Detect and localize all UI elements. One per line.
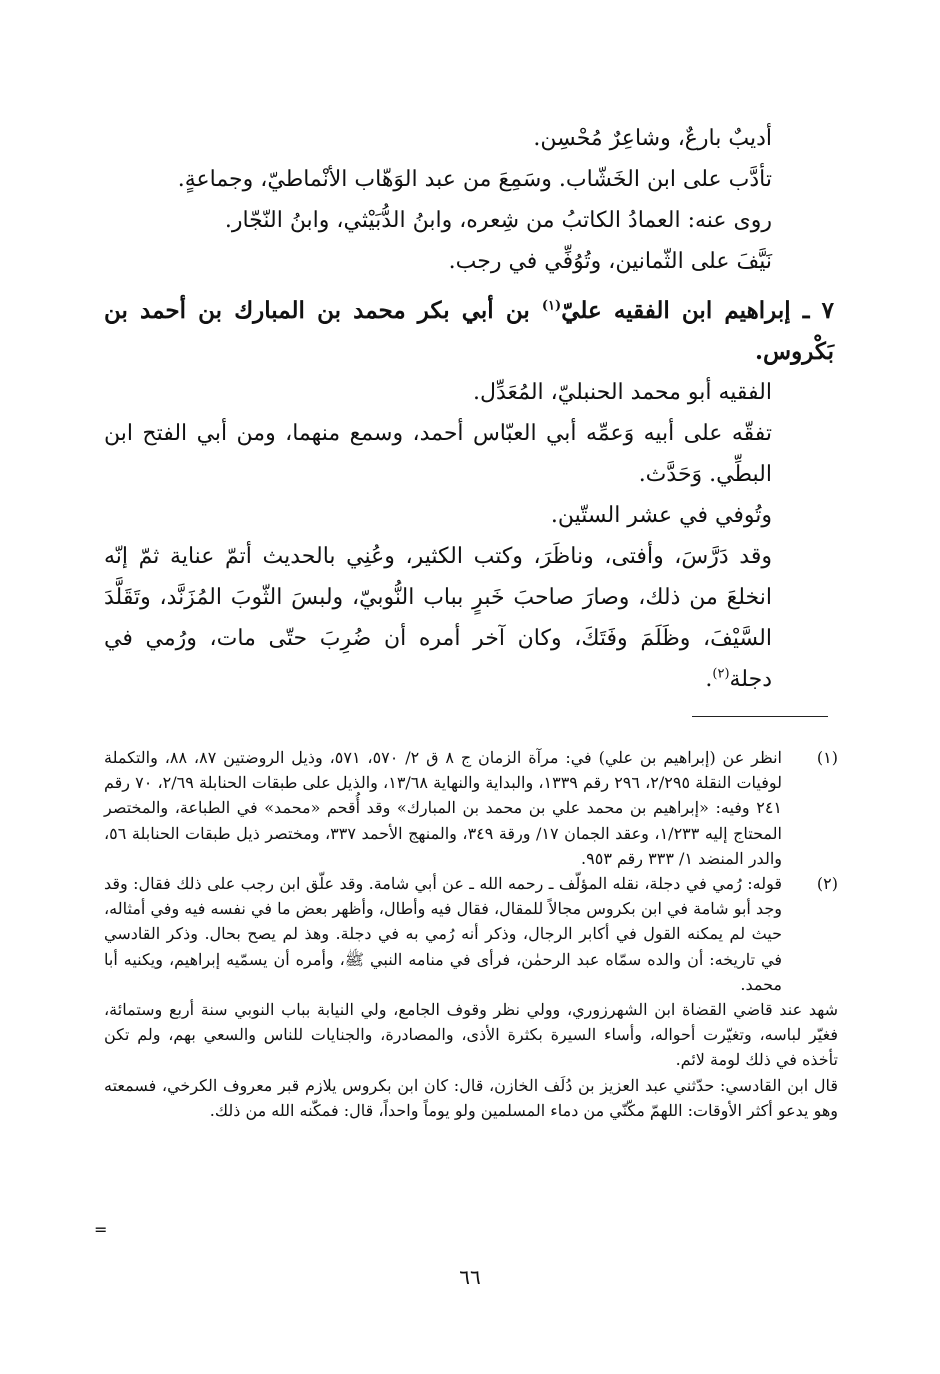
text-line: أديبٌ بارعٌ، وشاعِرٌ مُحْسِن. xyxy=(533,126,772,151)
paragraph-end: . xyxy=(705,667,713,692)
footnote-number: (١) xyxy=(816,748,838,767)
entry-heading-lineage: بن أبي بكر محمد بن المبارك بن أحمد بن بَكْروس. xyxy=(104,297,834,365)
footnote-ref: (٢) xyxy=(712,666,730,682)
text-line: تأدَّب على ابن الخَشّاب. وسَمِعَ من عبد الوَهّاب الأنْماطيّ، وجماعةٍ. xyxy=(177,167,772,192)
footnote-ref: (١) xyxy=(541,298,562,314)
footnote xyxy=(104,745,838,871)
footnotes xyxy=(104,745,838,1123)
text-line: روى عنه: العمادُ الكاتبُ من شِعره، وابنُ الدُّبَيْثي، وابنُ النّجّار. xyxy=(224,208,772,233)
main-text xyxy=(104,118,834,700)
footnote-paragraph: قال ابن القادسي: حدّثني عبد العزيز بن دُلَف الخازن، قال: كان ابن بكروس يلازم قبر معروف الكرخي، فسمعته وهو يدعو أكثر الأوقات: اللهمّ مكّنّي من دماء المسلمين ولو يوماً واحداً، قال: فمكّنه الله من ذلك. xyxy=(104,1075,838,1120)
entry-heading xyxy=(104,290,834,372)
paragraph-text: وقد دَرَّسَ، وأفتى، وناظَرَ، وكتب الكثير، وعُنِي بالحديث أتمّ عناية ثمّ إنّه انخلعَ من ذلك، وصارَ صاحبَ خَبرٍ بباب النُّوبيّ، ولبسَ الثّوبَ المُزَنَّد، وتَقَلَّدَ السَّيْفَ، وظَلَمَ وفَتَكَ، وكان آخر أمره أن ضُرِبَ حتّى مات، ورُمي في دجلة xyxy=(104,544,772,692)
footnote-text: انظر عن (إبراهيم بن علي) في: مرآة الزمان ج ٨ ق ٢/ ٥٧٠، ٥٧١، وذيل الروضتين ٨٧، ٨٨، والتكملة لوفيات النقلة ٢/٢٩٥، ٢٩٦ رقم ١٣٣٩، والبداية والنهاية ١٣/٦٨، والذيل على طبقات الحنابلة ٢/٦٩، ٧٠ رقم ٢٤١ وفيه: «إبراهيم بن محمد علي بن محمد بن المبارك» وقد أُقحم «محمد» في الطباعة، والمختصر المحتاج إليه ١/٢٣٣، وعقد الجمان ١٧/ ورقة ٣٤٩، والمنهج الأحمد ٣٣٧، ومختصر ذيل طبقات الحنابلة ٥٦، والدر المنضد ١/ ٣٣٣ رقم ٩٥٣. xyxy=(104,748,783,868)
page-number: ٦٦ xyxy=(459,1265,481,1289)
footnote xyxy=(104,871,838,997)
footnote-separator xyxy=(692,716,828,717)
footnote-number: (٢) xyxy=(816,874,838,894)
continuation-mark: = xyxy=(94,1220,108,1239)
text-paragraph: تفقّه على أبيه وَعمِّه أبي العبّاس أحمد، وسمع منهما، ومن أبي الفتح ابن البطِّي. وَحَدَّث. xyxy=(104,421,772,487)
text-paragraph xyxy=(104,536,834,700)
text-line: الفقيه أبو محمد الحنبليّ، المُعَدِّل. xyxy=(472,380,772,405)
text-line: نَيَّفَ على الثّمانين، وتُوُفِّي في رجب. xyxy=(448,249,772,274)
footnote-text: قوله: رُمي في دجلة، نقله المؤلّف ـ رحمه الله ـ عن أبي شامة. وقد علّق ابن رجب على ذلك فقال: وقد وجد أبو شامة في ابن بكروس مجالاً للمقال، فقال فيه وأطال، وأظهر بعض ما في نفسه فيه وفي أمثاله، حيث لم يمكنه القول في أكابر الرجال، وذكر أنه رُمي به في دجلة. وهذ لم يصح بحال. وذكر القادسي في تاريخه: أن والده سمّاه عبد الرحمٰن، فرأى في منامه النبي ﷺ، وأمره أن يسمّيه إبراهيم، ويكنيه أبا محمد. xyxy=(104,874,782,994)
text-line: وتُوفي في عشر الستّين. xyxy=(550,503,772,528)
entry-heading-name: ٧ ـ إبراهيم ابن الفقيه عليّ xyxy=(561,297,834,324)
footnote-paragraph: شهد عند قاضي القضاة ابن الشهرزوري، وولي نظر وقوف الجامع، ولي النيابة بباب النوبي سنة أربع وستمائة، فغيّر لباسه، وتغيّرت أحواله، وأساء السيرة بكثرة الأذى، والمصادرة، والجنايات للناس والسعي بهم، ولم تكن تأخذه في ذلك لومة لائم. xyxy=(104,1000,838,1070)
